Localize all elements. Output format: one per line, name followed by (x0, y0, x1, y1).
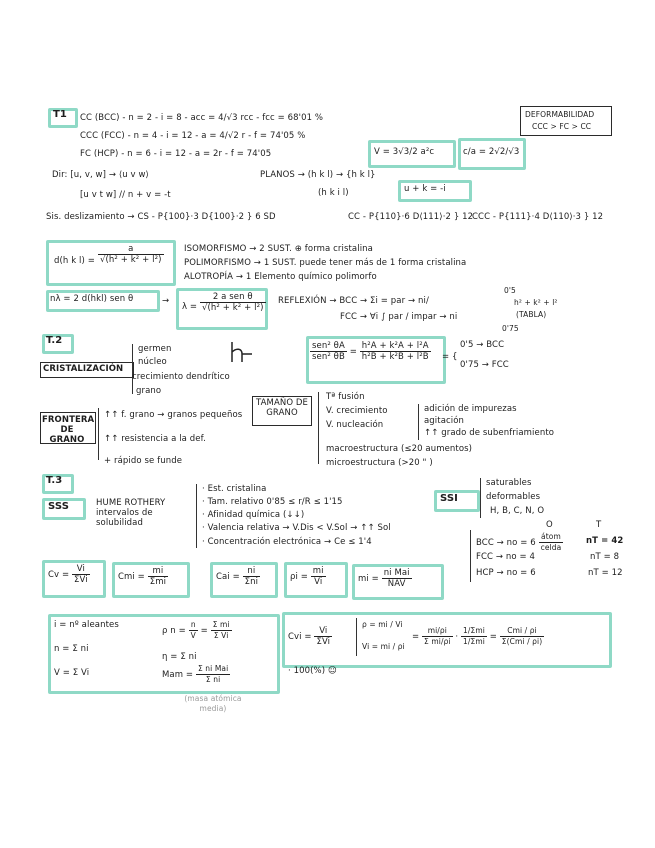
mi-num: ni Mai (383, 568, 410, 578)
rho-n-lhs: ρ n = (162, 626, 186, 636)
rho-lhs: ρi = (290, 572, 308, 582)
fcc-nt: nT = 8 (590, 552, 620, 562)
cc-slip: CC - P{110}·6 D⟨111⟩·2 } 12 (348, 212, 474, 222)
sen2-mid-den: h²B + k²B + l²B (361, 352, 429, 362)
rho-n-den1: V (190, 631, 196, 640)
growth-sketch-icon (228, 340, 256, 366)
hcp-nt: nT = 12 (588, 568, 623, 578)
mam-num: Σ ni Mai (197, 664, 229, 673)
hkil-notation: (h k i l) (318, 188, 349, 198)
n-definition: n = Σ ni (54, 644, 89, 654)
rho-n-den2: Σ Vi (213, 631, 229, 640)
fcc-holes: FCC → no = 4 (476, 552, 536, 562)
cvi-num: Vi (314, 626, 332, 637)
isomorphism: ISOMORFISMO → 2 SUST. ⊕ forma cristalina (184, 244, 373, 254)
reflection-bcc: REFLEXIÓN → BCC → Σi = par → ni/ (278, 296, 429, 306)
planes-line: PLANOS → (h k l) → {h k l} (260, 170, 376, 180)
microestructura: microestructura (>20 " ) (326, 458, 433, 468)
hcp-line: FC (HCP) - n = 6 - i = 12 - a = 2r - f = 74'05 (80, 149, 272, 159)
t-fusion: Tª fusión (326, 392, 365, 402)
eq-c-den: Σ(Cmi / ρi) (501, 637, 543, 646)
mam-lhs: Mam = (162, 670, 194, 680)
bragg-arrow: → (162, 296, 170, 306)
hume-bracket (196, 484, 197, 548)
bcc-holes (476, 532, 563, 553)
bcc-frac-den: celda (540, 543, 562, 552)
grano: grano (136, 386, 162, 396)
ssi-label: SSI (440, 493, 458, 504)
cvi-den: ΣVi (316, 637, 331, 647)
germen: germen (138, 344, 172, 354)
col-t: T (596, 520, 602, 530)
rho-formula (290, 566, 326, 587)
cv-formula (48, 564, 90, 585)
adicion-impurezas: adición de impurezas (424, 404, 517, 414)
direction-line: Dir: [u, v, w] → ⟨u v w⟩ (52, 170, 149, 180)
bcc-line: CC (BCC) - n = 2 - i = 8 - acc = 4/√3 rcc - fcc = 68'01 % (80, 113, 324, 123)
cvi-lhs (288, 626, 332, 647)
sen2-result-fcc: 0'75 → FCC (460, 360, 509, 370)
sen2-den: sen² θB (312, 352, 345, 362)
ratio-hkl: h² + k² + l² (514, 298, 558, 307)
cm-num: mi (148, 566, 168, 577)
cv-den: ΣVi (74, 575, 88, 585)
v-crecimiento: V. crecimiento (326, 406, 388, 416)
deform-title: DEFORMABILIDAD (525, 110, 595, 119)
cvi-bracket (356, 618, 357, 656)
eq-a-num: mi/ρi (422, 626, 453, 637)
i-definition: i = nº aleantes (54, 620, 119, 630)
slip-systems: Sis. deslizamiento → CS - P{100}·3 D{100}·2 } 6 SD (46, 212, 276, 222)
percent-note: · 100(%) ☺ (288, 666, 337, 676)
holes-bracket (470, 530, 471, 582)
nucleo: núcleo (138, 357, 167, 367)
hcp-ratio: c/a = 2√2/√3 (463, 147, 520, 157)
polymorphism: POLIMORFISMO → 1 SUST. puede tener más de 1 forma cristalina (184, 258, 467, 268)
cv-lhs: Cv = (48, 570, 70, 580)
lambda-lhs: λ = (182, 302, 198, 312)
rho-n-formula: ρ n = $\frac{n}{V}$ = $\frac{\text{Σ mi}}{\text{Σ Vi}}$ (162, 620, 230, 640)
col-o: O (546, 520, 553, 530)
ssi-deformables: deformables (486, 492, 541, 502)
rule-5: · Concentración electrónica → Ce ≤ 1'4 (202, 537, 372, 547)
eq-a-den: Σ mi/ρi (424, 637, 451, 646)
eq-c-num: Cmi / ρi (500, 626, 544, 637)
v-nucleacion: V. nucleación (326, 420, 384, 430)
dhkl-fraction (98, 244, 164, 265)
ratio-05: 0'5 (504, 286, 516, 295)
cristalizacion-bracket (132, 344, 133, 394)
ssi-bracket (480, 478, 481, 518)
sen2-num: sen² θA (310, 341, 347, 352)
uk-relation: u + k = -i (404, 184, 446, 194)
ca-lhs: Cai = (216, 572, 240, 582)
subenfriamiento: ↑↑ grado de subenfriamiento (424, 428, 555, 438)
ratio-075: 0'75 (502, 324, 519, 333)
cm-formula (118, 566, 168, 587)
frontera-3: + rápido se funde (104, 456, 183, 466)
dhkl-lhs: d(h k l) = (54, 256, 95, 266)
bcc-nt: nT = 42 (586, 536, 624, 546)
tamano-grano-title: TAMAÑO DE GRANO (255, 398, 309, 418)
macroestructura: macroestructura (≤20 aumentos) (326, 444, 473, 454)
v-definition: V = Σ Vi (54, 668, 90, 678)
hcp-volume: V = 3√3/2 a²c (374, 147, 435, 157)
sen2-fraction: $\frac{\text{sen² θA}}{\text{sen² θB}}$ = $\frac{\text{h²A + k²A + l²A}}{\text{h²B + k²B + l²B}}$ (312, 341, 429, 362)
dhkl-num: a (98, 244, 164, 255)
lambda-num: 2 a sen θ (200, 292, 266, 303)
cm-lhs: Cmi = (118, 572, 145, 582)
sen2-result-bcc: 0'5 → BCC (460, 340, 505, 350)
eq-b-num: 1/Σmi (463, 626, 485, 635)
frontera-title: FRONTERA DE GRANO (42, 415, 95, 445)
ca-den: Σni (244, 577, 259, 587)
eta-definition: η = Σ ni (162, 652, 197, 662)
sen2-eq-sign: = { (442, 352, 458, 362)
rule-4: · Valencia relativa → V.Dis < V.Sol → ↑↑ Sol (202, 523, 391, 533)
bragg-law: nλ = 2 d(hkl) sen θ (50, 294, 134, 304)
frontera-bracket (98, 408, 99, 460)
reflection-fcc: FCC → ∀i ∫ par / impar → ni (340, 312, 458, 322)
direction4-line: [u v t w] // n + v = -t (80, 190, 171, 200)
bcc-frac-num: átom (539, 532, 564, 543)
rho-den: Vi (314, 577, 323, 587)
ssi-elements: H, B, C, N, O (490, 506, 545, 516)
lambda-den: √(h² + k² + l²) (202, 303, 264, 313)
mi-formula (358, 568, 412, 589)
mam-den: Σ ni (205, 675, 221, 684)
rule-2: · Tam. relativo 0'85 ≤ r/R ≤ 1'15 (202, 497, 343, 507)
rho-n-num1: n (189, 620, 198, 631)
sss-label: SSS (48, 501, 70, 512)
cv-num: Vi (72, 564, 90, 575)
rule-3: · Afinidad química (↓↓) (202, 510, 305, 520)
nucleacion-bracket (418, 404, 419, 440)
ca-formula (216, 566, 260, 587)
agitacion: agitación (424, 416, 465, 426)
mi-lhs: mi = (358, 574, 379, 584)
sen2-mid-num: h²A + k²A + l²A (360, 341, 431, 352)
cvi-chain: = $\frac{mi/\rho i}{\text{Σ mi/ρi}}$ · $\frac{\text{1/Σmi}}{\text{1/Σmi}}$ = $\frac{\text{Cmi / ρi}}{\text{Σ(Cmi / ρi)}}$ (412, 626, 543, 646)
mi-den: NAV (387, 579, 406, 589)
crecimiento: crecimiento dendrítico (132, 372, 230, 382)
ccc-slip: CCC - P{111}·4 D⟨110⟩·3 } 12 (472, 212, 604, 222)
t3-tag: T.3 (46, 475, 63, 486)
frontera-2: ↑↑ resistencia a la def. (104, 434, 206, 444)
frontera-1: ↑↑ f. grano → granos pequeños (104, 410, 243, 420)
ssi-saturables: saturables (486, 478, 532, 488)
ratio-table: (TABLA) (516, 310, 547, 319)
fcc-line: CCC (FCC) - n = 4 - i = 12 - a = 4/√2 r - f = 74'05 % (80, 131, 306, 141)
ca-num: ni (243, 566, 260, 577)
eq-b-den: 1/Σmi (463, 637, 485, 646)
dhkl-den: √(h² + k² + l²) (100, 255, 162, 265)
t1-tag: T1 (53, 109, 67, 120)
vi-def: Vi = mi / ρi (362, 642, 405, 651)
hume-rothery: HUME ROTHERY intervalos de solubilidad (96, 498, 166, 528)
deform-order: CCC > FC > CC (532, 122, 592, 131)
rho-i-def: ρ = mi / Vi (362, 620, 403, 629)
allotropy: ALOTROPÍA → 1 Elemento químico polimorfo (184, 272, 377, 282)
tamano-bracket (318, 392, 319, 464)
cristalizacion-title: CRISTALIZACIÓN (43, 364, 124, 374)
cvi-label: Cvi = (288, 632, 312, 642)
hcp-holes: HCP → no = 6 (476, 568, 536, 578)
cm-den: Σmi (149, 577, 167, 587)
mam-formula (162, 664, 230, 685)
rho-num: mi (312, 566, 324, 576)
rule-1: · Est. cristalina (202, 484, 267, 494)
t2-tag: T.2 (46, 335, 63, 346)
lambda-fraction (200, 292, 266, 313)
rho-n-num2: Σ mi (212, 620, 230, 629)
masa-note: (masa atómica media) (184, 694, 242, 713)
bcc-holes-text: BCC → no = 6 (476, 538, 536, 548)
